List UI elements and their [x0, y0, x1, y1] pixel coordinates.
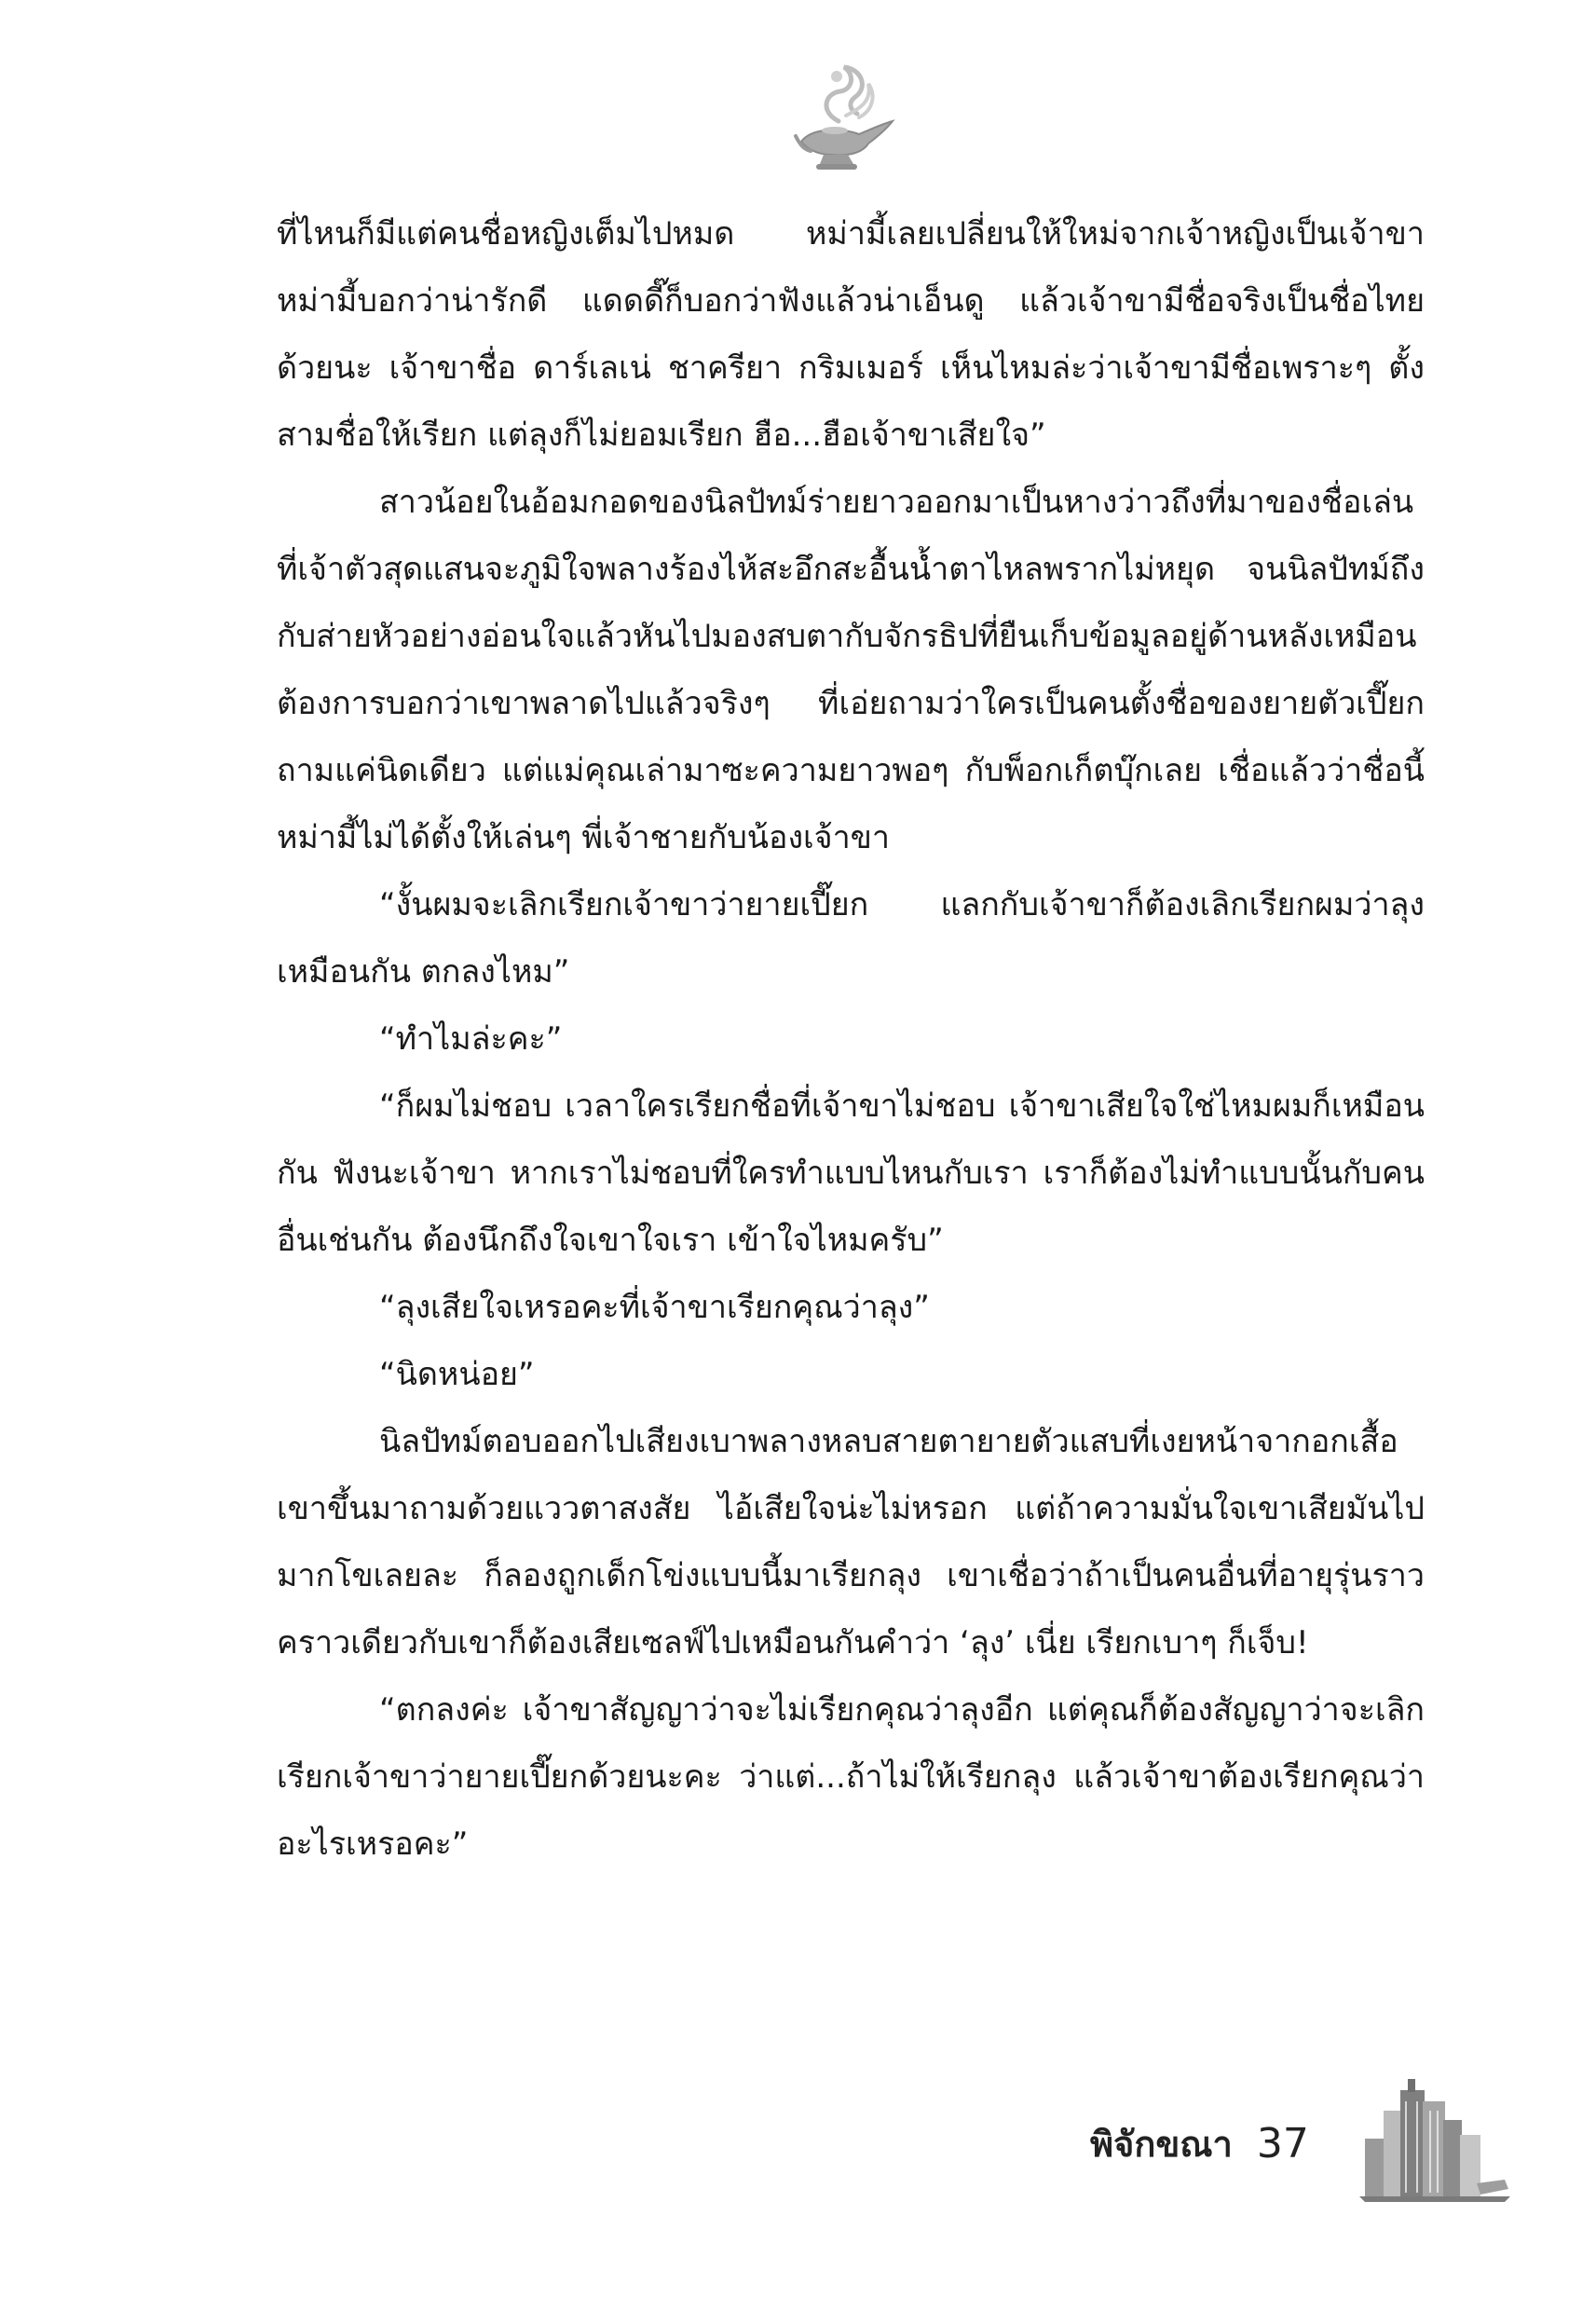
dialogue-paragraph: “นิดหน่อย”	[379, 1356, 535, 1393]
dialogue-paragraph: “งั้นผมจะเลิกเรียกเจ้าขาว่ายายเปี๊ยก แลกกับเจ้าขาก็ต้องเลิกเรียกผมว่าลุงเหมือนกัน ตกลงไหม”	[277, 886, 1425, 991]
paragraph: สาวน้อยในอ้อมกอดของนิลปัทม์ร่ายยาวออกมาเป็นหางว่าวถึงที่มาของชื่อเล่นที่เจ้าตัวสุดแสนจะภูมิใจพลางร้องไห้สะอึกสะอื้นน้ำตาไหลพรากไม่หยุด จนนิลปัทม์ถึงกับส่ายหัวอย่างอ่อนใจแล้วหันไปมองสบตากับจักรธิปที่ยืนเก็บข้อมูลอยู่ด้านหลังเหมือนต้องการบอกว่าเขาพลาดไปแล้วจริงๆ ที่เอ่ยถามว่าใครเป็นคนตั้งชื่อของยายตัวเปี๊ยก ถามแค่นิดเดียว แต่แม่คุณเล่ามาซะความยาวพอๆ กับพ็อกเก็ตบุ๊กเลย เชื่อแล้วว่าชื่อนี้หม่ามี้ไม่ได้ตั้งให้เล่นๆ พี่เจ้าชายกับน้องเจ้าขา	[277, 484, 1425, 856]
dialogue-paragraph: “ก็ผมไม่ชอบ เวลาใครเรียกชื่อที่เจ้าขาไม่ชอบ เจ้าขาเสียใจใช่ไหมผมก็เหมือนกัน ฟังนะเจ้าขา หากเราไม่ชอบที่ใครทำแบบไหนกับเรา เราก็ต้องไม่ทำแบบนั้นกับคนอื่นเช่นกัน ต้องนึกถึงใจเขาใจเรา เข้าใจไหมครับ”	[277, 1087, 1425, 1259]
dialogue-paragraph: “ทำไมล่ะคะ”	[379, 1020, 563, 1058]
dialogue-paragraph: “ลุงเสียใจเหรอคะที่เจ้าขาเรียกคุณว่าลุง”	[379, 1289, 930, 1326]
paragraph: นิลปัทม์ตอบออกไปเสียงเบาพลางหลบสายตายายตัวแสบที่เงยหน้าจากอกเสื้อเขาขึ้นมาถามด้วยแววตาสงสัย ไอ้เสียใจน่ะไม่หรอก แต่ถ้าความมั่นใจเขาเสียมันไปมากโขเลยละ ก็ลองถูกเด็กโข่งแบบนี้มาเรียกลุง เขาเชื่อว่าถ้าเป็นคนอื่นที่อายุรุ่นราวคราวเดียวกับเขาก็ต้องเสียเซลฟ์ไปเหมือนกันคำว่า ‘ลุง’ เนี่ย เรียกเบาๆ ก็เจ็บ!	[277, 1423, 1425, 1661]
paragraph: ที่ไหนก็มีแต่คนชื่อหญิงเต็มไปหมด หม่ามี้เลยเปลี่ยนให้ใหม่จากเจ้าหญิงเป็นเจ้าขา หม่ามี้บอกว่าน่ารักดี แดดดี๊ก็บอกว่าฟังแล้วน่าเอ็นดู แล้วเจ้าขามีชื่อจริงเป็นชื่อไทยด้วยนะ เจ้าขาชื่อ ดาร์เลเน่ ชาครียา กริมเมอร์ เห็นไหมล่ะว่าเจ้าขามีชื่อเพราะๆ ตั้งสามชื่อให้เรียก แต่ลุงก็ไม่ยอมเรียก ฮือ...ฮือเจ้าขาเสียใจ”	[277, 215, 1425, 454]
magic-lamp-icon	[783, 56, 904, 177]
dialogue-paragraph: “ตกลงค่ะ เจ้าขาสัญญาว่าจะไม่เรียกคุณว่าลุงอีก แต่คุณก็ต้องสัญญาว่าจะเลิกเรียกเจ้าขาว่ายายเปี๊ยกด้วยนะคะ ว่าแต่...ถ้าไม่ให้เรียกลุง แล้วเจ้าขาต้องเรียกคุณว่าอะไรเหรอคะ”	[277, 1691, 1425, 1863]
story-body	[277, 200, 1425, 1878]
book-title: พิจักขณา	[1090, 2123, 1233, 2165]
page-number: 37	[1256, 2119, 1309, 2167]
city-skyline-icon	[1356, 2073, 1514, 2204]
page-footer	[1090, 2101, 1309, 2185]
